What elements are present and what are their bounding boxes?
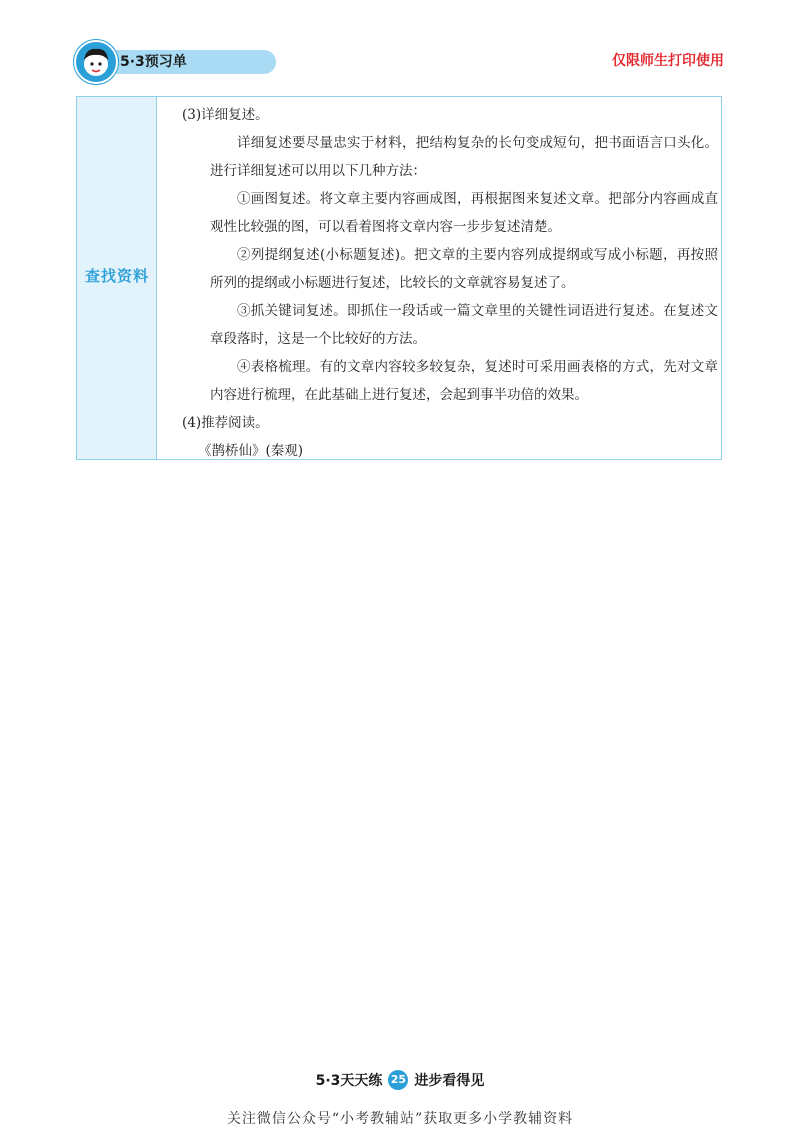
heading-detailed-retelling: (3)详细复述。 [182,107,269,123]
method-item: ②列提纲复述(小标题复述)。把文章的主要内容列成提纲或写成小标题，再按照所列的提纲或小标题进行复述，比较长的文章就容易复述了。 [210,247,718,291]
intro-paragraph: 详细复述要尽量忠实于材料，把结构复杂的长句变成短句，把书面语言口头化。进行详细复述可以用以下几种方法： [210,135,718,179]
print-notice: 仅限师生打印使用 [612,53,724,69]
section-label: 查找资料 [84,267,149,285]
bottom-note: 关注微信公众号“小考教辅站”获取更多小学教辅资料 [226,1111,574,1127]
method-item: ④表格梳理。有的文章内容较多较复杂，复述时可采用画表格的方式，先对文章内容进行梳理，在此基础上进行复述，会起到事半功倍的效果。 [210,359,718,403]
footer-slogan: 进步看得见 [414,1073,485,1089]
header-badge-text: 5·3预习单 [120,54,187,70]
method-item: ①画图复述。将文章主要内容画成图，再根据图来复述文章。把部分内容画成直观性比较强的图，可以看着图将文章内容一步步复述清楚。 [210,191,718,235]
mascot-icon [74,40,118,84]
page-number: 25 [388,1070,408,1090]
footer-brand: 5·3天天练 [315,1073,383,1089]
page-header [74,38,724,82]
recommended-title: 《鹊桥仙》(秦观) [198,443,304,459]
page-footer [0,1070,800,1091]
heading-recommended-reading: (4)推荐阅读。 [182,415,269,431]
table-side-column [77,97,157,459]
section-content [182,101,718,465]
method-item: ③抓关键词复述。即抓住一段话或一篇文章里的关键性词语进行复述。在复述文章段落时，这是一个比较好的方法。 [210,303,718,347]
